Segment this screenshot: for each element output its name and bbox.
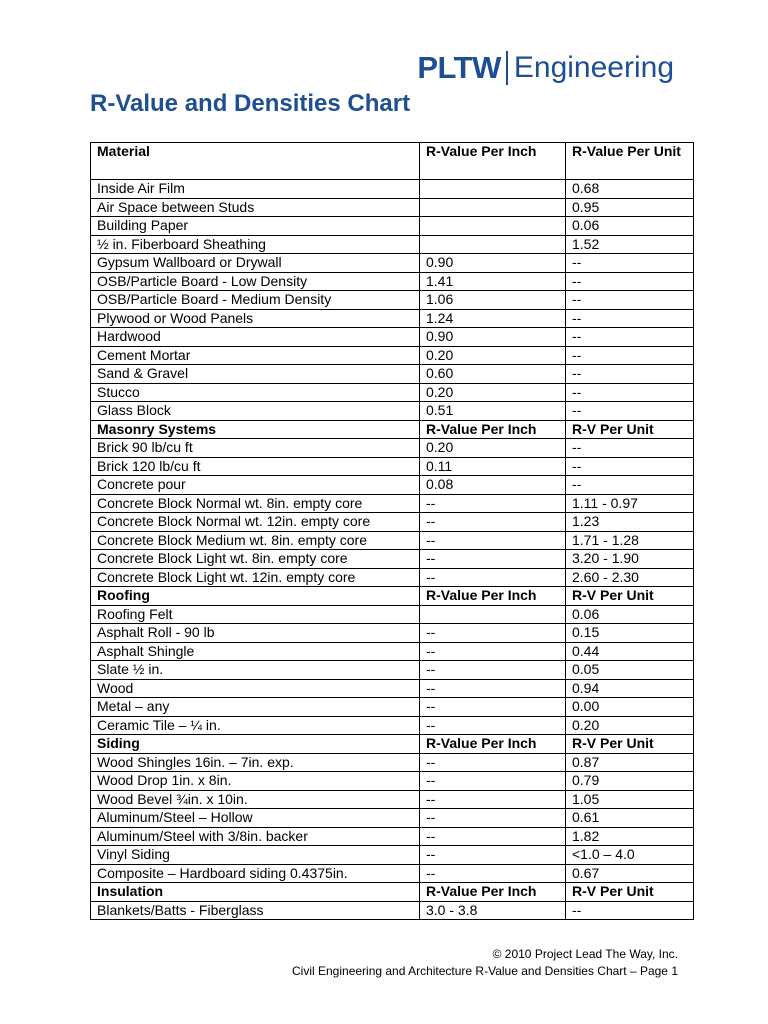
r-value-table-body <box>91 143 694 920</box>
material-cell: Asphalt Roll - 90 lb <box>91 624 420 643</box>
r-value-per-inch-cell: -- <box>420 827 566 846</box>
table-row <box>91 864 694 883</box>
r-value-per-inch-cell: 0.60 <box>420 365 566 384</box>
pltw-engineering-logo <box>417 48 674 88</box>
table-row <box>91 716 694 735</box>
r-value-per-unit-cell: 2.60 - 2.30 <box>566 568 694 587</box>
table-row <box>91 531 694 550</box>
r-value-per-inch-cell: -- <box>420 753 566 772</box>
r-value-per-unit-cell: -- <box>566 402 694 421</box>
r-value-per-inch-cell: -- <box>420 642 566 661</box>
r-value-per-inch-cell: -- <box>420 846 566 865</box>
r-value-per-inch-cell <box>420 180 566 199</box>
r-value-per-inch-cell: 0.20 <box>420 383 566 402</box>
r-value-per-inch-cell: -- <box>420 716 566 735</box>
material-cell: Air Space between Studs <box>91 198 420 217</box>
table-row <box>91 235 694 254</box>
table-row <box>91 439 694 458</box>
table-row <box>91 901 694 920</box>
r-value-per-unit-cell: 0.79 <box>566 772 694 791</box>
table-row <box>91 328 694 347</box>
table-row <box>91 827 694 846</box>
table-row <box>91 402 694 421</box>
table-row <box>91 568 694 587</box>
table-row <box>91 198 694 217</box>
table-row <box>91 790 694 809</box>
r-value-per-inch-cell: -- <box>420 494 566 513</box>
r-value-per-inch-cell: -- <box>420 790 566 809</box>
r-value-per-inch-cell <box>420 235 566 254</box>
r-value-per-unit-cell: R-V Per Unit <box>566 883 694 902</box>
material-cell: Inside Air Film <box>91 180 420 199</box>
table-row <box>91 383 694 402</box>
r-value-per-unit-cell: R-V Per Unit <box>566 587 694 606</box>
r-value-per-unit-cell: <1.0 – 4.0 <box>566 846 694 865</box>
r-value-per-unit-cell: 0.67 <box>566 864 694 883</box>
r-value-per-unit-cell: R-V Per Unit <box>566 420 694 439</box>
r-value-per-unit-cell: 0.06 <box>566 605 694 624</box>
column-header-material: Material <box>91 143 420 180</box>
table-row <box>91 679 694 698</box>
page-footer <box>292 946 678 980</box>
r-value-per-inch-cell: 0.20 <box>420 346 566 365</box>
material-cell: Building Paper <box>91 217 420 236</box>
r-value-per-unit-cell: -- <box>566 254 694 273</box>
material-cell: Plywood or Wood Panels <box>91 309 420 328</box>
section-header-row <box>91 735 694 754</box>
material-cell: Aluminum/Steel with 3/8in. backer <box>91 827 420 846</box>
r-value-per-inch-cell: -- <box>420 679 566 698</box>
r-value-per-unit-cell: -- <box>566 328 694 347</box>
r-value-per-unit-cell: -- <box>566 346 694 365</box>
r-value-per-unit-cell: 1.05 <box>566 790 694 809</box>
r-value-per-unit-cell: -- <box>566 457 694 476</box>
material-cell: Vinyl Siding <box>91 846 420 865</box>
r-value-per-inch-cell: -- <box>420 661 566 680</box>
table-row <box>91 272 694 291</box>
material-cell: Stucco <box>91 383 420 402</box>
r-value-per-inch-cell: -- <box>420 624 566 643</box>
r-value-table <box>90 142 694 920</box>
r-value-per-inch-cell: R-Value Per Inch <box>420 883 566 902</box>
table-row <box>91 365 694 384</box>
r-value-per-unit-cell: 0.06 <box>566 217 694 236</box>
table-row <box>91 217 694 236</box>
table-row <box>91 846 694 865</box>
r-value-per-unit-cell: 0.68 <box>566 180 694 199</box>
material-cell: Roofing <box>91 587 420 606</box>
r-value-per-unit-cell: 1.11 - 0.97 <box>566 494 694 513</box>
material-cell: Masonry Systems <box>91 420 420 439</box>
r-value-per-unit-cell: 1.71 - 1.28 <box>566 531 694 550</box>
table-row <box>91 809 694 828</box>
r-value-per-unit-cell: -- <box>566 309 694 328</box>
material-cell: Wood Shingles 16in. – 7in. exp. <box>91 753 420 772</box>
r-value-per-inch-cell: R-Value Per Inch <box>420 587 566 606</box>
r-value-per-unit-cell: R-V Per Unit <box>566 735 694 754</box>
table-row <box>91 457 694 476</box>
r-value-per-unit-cell: 0.61 <box>566 809 694 828</box>
r-value-per-inch-cell: 0.08 <box>420 476 566 495</box>
r-value-per-unit-cell: -- <box>566 291 694 310</box>
r-value-per-inch-cell: 0.90 <box>420 328 566 347</box>
table-row <box>91 642 694 661</box>
logo-brand: PLTW <box>417 50 501 85</box>
r-value-per-unit-cell: 0.20 <box>566 716 694 735</box>
material-cell: Concrete Block Light wt. 8in. empty core <box>91 550 420 569</box>
r-value-per-unit-cell: -- <box>566 901 694 920</box>
r-value-per-unit-cell: 0.94 <box>566 679 694 698</box>
material-cell: Roofing Felt <box>91 605 420 624</box>
table-row <box>91 698 694 717</box>
table-row <box>91 513 694 532</box>
material-cell: Slate ½ in. <box>91 661 420 680</box>
material-cell: Concrete pour <box>91 476 420 495</box>
material-cell: Concrete Block Normal wt. 12in. empty core <box>91 513 420 532</box>
table-header-row <box>91 143 694 180</box>
table-row <box>91 346 694 365</box>
r-value-per-inch-cell: R-Value Per Inch <box>420 420 566 439</box>
table-row <box>91 624 694 643</box>
material-cell: ½ in. Fiberboard Sheathing <box>91 235 420 254</box>
r-value-per-unit-cell: 0.15 <box>566 624 694 643</box>
table-row <box>91 661 694 680</box>
material-cell: OSB/Particle Board - Low Density <box>91 272 420 291</box>
r-value-per-inch-cell: 0.20 <box>420 439 566 458</box>
table-row <box>91 605 694 624</box>
r-value-per-inch-cell: -- <box>420 531 566 550</box>
table-row <box>91 550 694 569</box>
material-cell: Wood Bevel ¾in. x 10in. <box>91 790 420 809</box>
footer-copyright: © 2010 Project Lead The Way, Inc. <box>492 947 678 961</box>
r-value-per-inch-cell: 0.51 <box>420 402 566 421</box>
r-value-per-inch-cell: 0.11 <box>420 457 566 476</box>
column-header-r-value-per-inch: R-Value Per Inch <box>420 143 566 180</box>
material-cell: Concrete Block Medium wt. 8in. empty core <box>91 531 420 550</box>
section-header-row <box>91 587 694 606</box>
material-cell: Insulation <box>91 883 420 902</box>
r-value-per-unit-cell: 0.95 <box>566 198 694 217</box>
r-value-per-inch-cell <box>420 198 566 217</box>
r-value-per-unit-cell: -- <box>566 365 694 384</box>
material-cell: Wood <box>91 679 420 698</box>
table-row <box>91 753 694 772</box>
table-row <box>91 494 694 513</box>
material-cell: Siding <box>91 735 420 754</box>
section-header-row <box>91 883 694 902</box>
r-value-per-inch-cell: 0.90 <box>420 254 566 273</box>
section-header-row <box>91 420 694 439</box>
table-row <box>91 254 694 273</box>
table-row <box>91 291 694 310</box>
r-value-per-unit-cell: 0.87 <box>566 753 694 772</box>
material-cell: Concrete Block Normal wt. 8in. empty core <box>91 494 420 513</box>
r-value-per-inch-cell: -- <box>420 550 566 569</box>
logo-divider <box>506 51 508 85</box>
material-cell: OSB/Particle Board - Medium Density <box>91 291 420 310</box>
r-value-per-unit-cell: 1.82 <box>566 827 694 846</box>
r-value-per-unit-cell: 1.23 <box>566 513 694 532</box>
r-value-per-inch-cell: -- <box>420 864 566 883</box>
r-value-per-inch-cell: 3.0 - 3.8 <box>420 901 566 920</box>
material-cell: Composite – Hardboard siding 0.4375in. <box>91 864 420 883</box>
material-cell: Brick 90 lb/cu ft <box>91 439 420 458</box>
material-cell: Aluminum/Steel – Hollow <box>91 809 420 828</box>
r-value-per-unit-cell: 0.00 <box>566 698 694 717</box>
page-title: R-Value and Densities Chart <box>90 90 411 117</box>
material-cell: Wood Drop 1in. x 8in. <box>91 772 420 791</box>
material-cell: Blankets/Batts - Fiberglass <box>91 901 420 920</box>
material-cell: Metal – any <box>91 698 420 717</box>
table-row <box>91 772 694 791</box>
r-value-per-inch-cell: -- <box>420 513 566 532</box>
r-value-per-inch-cell: 1.06 <box>420 291 566 310</box>
r-value-per-unit-cell: -- <box>566 272 694 291</box>
material-cell: Hardwood <box>91 328 420 347</box>
material-cell: Concrete Block Light wt. 12in. empty core <box>91 568 420 587</box>
r-value-per-inch-cell: 1.24 <box>420 309 566 328</box>
r-value-per-inch-cell <box>420 217 566 236</box>
r-value-per-inch-cell: -- <box>420 568 566 587</box>
material-cell: Gypsum Wallboard or Drywall <box>91 254 420 273</box>
r-value-per-unit-cell: -- <box>566 476 694 495</box>
r-value-per-inch-cell <box>420 605 566 624</box>
r-value-per-inch-cell: R-Value Per Inch <box>420 735 566 754</box>
footer-page-label: Civil Engineering and Architecture R-Value and Densities Chart – Page 1 <box>292 964 678 978</box>
r-value-per-unit-cell: 0.05 <box>566 661 694 680</box>
material-cell: Asphalt Shingle <box>91 642 420 661</box>
column-header-r-value-per-unit: R-Value Per Unit <box>566 143 694 180</box>
material-cell: Ceramic Tile – ¼ in. <box>91 716 420 735</box>
material-cell: Glass Block <box>91 402 420 421</box>
r-value-per-unit-cell: 0.44 <box>566 642 694 661</box>
material-cell: Brick 120 lb/cu ft <box>91 457 420 476</box>
r-value-per-unit-cell: 3.20 - 1.90 <box>566 550 694 569</box>
r-value-per-inch-cell: 1.41 <box>420 272 566 291</box>
r-value-per-unit-cell: -- <box>566 439 694 458</box>
logo-division: Engineering <box>513 51 674 84</box>
material-cell: Sand & Gravel <box>91 365 420 384</box>
material-cell: Cement Mortar <box>91 346 420 365</box>
r-value-per-unit-cell: 1.52 <box>566 235 694 254</box>
table-row <box>91 476 694 495</box>
table-row <box>91 309 694 328</box>
r-value-per-inch-cell: -- <box>420 698 566 717</box>
r-value-per-inch-cell: -- <box>420 772 566 791</box>
r-value-per-inch-cell: -- <box>420 809 566 828</box>
table-row <box>91 180 694 199</box>
r-value-per-unit-cell: -- <box>566 383 694 402</box>
